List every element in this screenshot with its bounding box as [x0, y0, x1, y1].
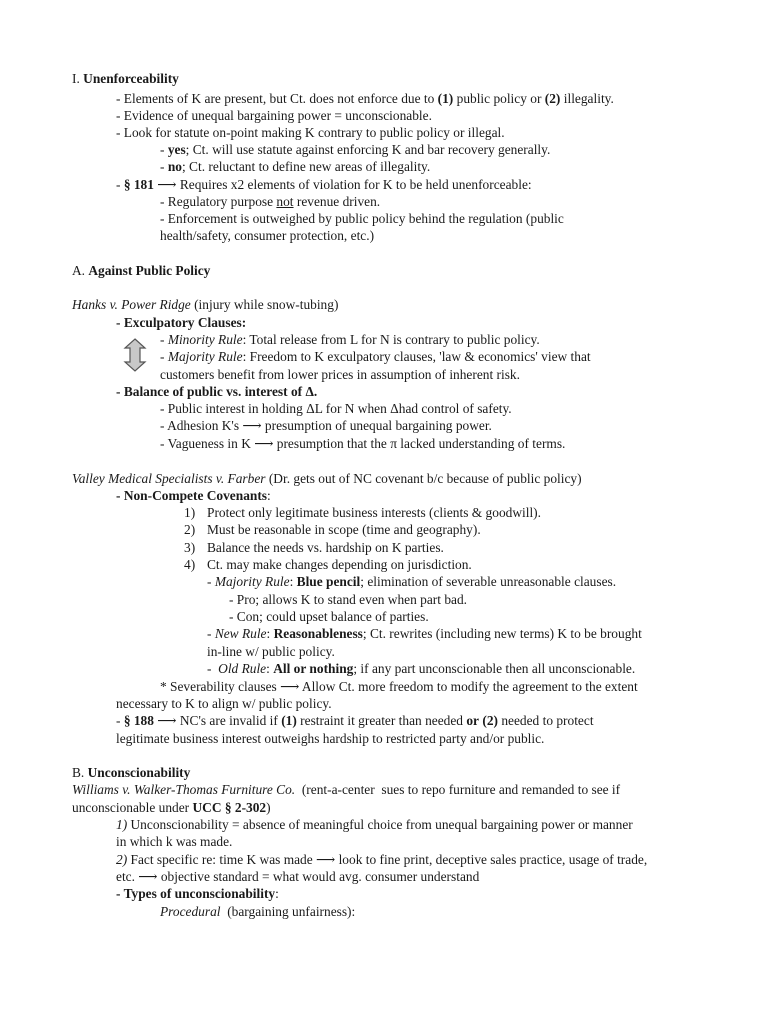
- severability-line: * Severability clauses ⟶ Allow Ct. more freedom to modify the agreement to the extent: [160, 679, 638, 694]
- section-181-element-2: - Enforcement is outweighed by public policy behind the regulation (public: [160, 211, 564, 226]
- section-i-heading: I. Unenforceability: [72, 71, 179, 86]
- double-arrow-shape: [125, 339, 145, 371]
- unconscionability-point-2: 2) Fact specific re: time K was made ⟶ look to fine print, deceptive sales practice, usage of trade,: [116, 852, 648, 867]
- nc-majority-rule: - Majority Rule: Blue pencil; elimination of severable unreasonable clauses.: [207, 574, 617, 589]
- nc-item-3-text: Balance the needs vs. hardship on K parties.: [207, 540, 444, 555]
- exculpatory-heading: - Exculpatory Clauses:: [116, 315, 247, 330]
- nc-item-1: 1): [184, 505, 196, 520]
- statute-yes-line: - yes; Ct. will use statute against enforcing K and bar recovery generally.: [160, 142, 551, 157]
- nc-item-3: 3): [184, 540, 196, 555]
- section-188-line: - § 188 ⟶ NC's are invalid if (1) restraint it greater than needed or (2) needed to protect: [116, 713, 594, 728]
- case-williams: Williams v. Walker-Thomas Furniture Co. (rent-a-center sues to repo furniture and remanded to see if: [72, 782, 621, 797]
- section-188-cont: legitimate business interest outweighs hardship to restricted party and/or public.: [116, 731, 545, 746]
- types-heading: - Types of unconscionability:: [116, 886, 279, 901]
- section-i-bullet-3: - Look for statute on-point making K contrary to public policy or illegal.: [116, 125, 505, 140]
- case-hanks: Hanks v. Power Ridge (injury while snow-tubing): [72, 297, 339, 312]
- nc-item-2: 2): [184, 522, 196, 537]
- balance-item-3: - Vagueness in K ⟶ presumption that the π lacked understanding of terms.: [160, 436, 566, 451]
- nc-new-rule: - New Rule: Reasonableness; Ct. rewrites (including new terms) K to be brought: [207, 626, 642, 641]
- section-b-heading: B. Unconscionability: [72, 765, 191, 780]
- non-compete-heading: - Non-Compete Covenants:: [116, 488, 271, 503]
- unconscionability-point-2-cont: etc. ⟶ objective standard = what would avg. consumer understand: [116, 869, 480, 884]
- balance-item-1: - Public interest in holding ΔL for N when Δhad control of safety.: [160, 401, 512, 416]
- case-valley-medical: Valley Medical Specialists v. Farber (Dr. gets out of NC covenant b/c because of public policy): [72, 471, 582, 486]
- nc-con: - Con; could upset balance of parties.: [229, 609, 429, 624]
- majority-rule-cont: customers benefit from lower prices in assumption of inherent risk.: [160, 367, 520, 382]
- statute-no-line: - no; Ct. reluctant to define new areas of illegality.: [160, 159, 431, 174]
- section-181-element-2-cont: health/safety, consumer protection, etc.): [160, 228, 375, 243]
- section-181-element-1: - Regulatory purpose not revenue driven.: [160, 194, 381, 209]
- case-williams-cont: unconscionable under UCC § 2-302): [72, 800, 271, 815]
- nc-item-1-text: Protect only legitimate business interests (clients & goodwill).: [207, 505, 541, 520]
- balance-heading: - Balance of public vs. interest of Δ.: [116, 384, 318, 399]
- minority-rule-line: - Minority Rule: Total release from L for N is contrary to public policy.: [160, 332, 540, 347]
- nc-old-rule: - Old Rule: All or nothing; if any part unconscionable then all unconscionable.: [207, 661, 636, 676]
- double-arrow-icon: [118, 338, 152, 372]
- procedural-line: Procedural (bargaining unfairness):: [160, 904, 356, 919]
- unconscionability-point-1-cont: in which k was made.: [116, 834, 233, 849]
- nc-new-rule-cont: in-line w/ public policy.: [207, 644, 335, 659]
- section-a-heading: A. Against Public Policy: [72, 263, 211, 278]
- majority-rule-line: - Majority Rule: Freedom to K exculpatory clauses, 'law & economics' view that: [160, 349, 591, 364]
- nc-item-4-text: Ct. may make changes depending on jurisdiction.: [207, 557, 472, 572]
- nc-pro: - Pro; allows K to stand even when part bad.: [229, 592, 468, 607]
- nc-item-2-text: Must be reasonable in scope (time and geography).: [207, 522, 481, 537]
- severability-cont: necessary to K to align w/ public policy.: [116, 696, 332, 711]
- section-181-line: - § 181 ⟶ Requires x2 elements of violation for K to be held unenforceable:: [116, 177, 532, 192]
- balance-item-2: - Adhesion K's ⟶ presumption of unequal bargaining power.: [160, 418, 492, 433]
- unconscionability-point-1: 1) Unconscionability = absence of meaningful choice from unequal bargaining power or manner: [116, 817, 633, 832]
- nc-item-4: 4): [184, 557, 196, 572]
- section-i-bullet-2: - Evidence of unequal bargaining power = unconscionable.: [116, 108, 432, 123]
- section-i-bullet-1: - Elements of K are present, but Ct. does not enforce due to (1) public policy or (2) illegality.: [116, 91, 614, 106]
